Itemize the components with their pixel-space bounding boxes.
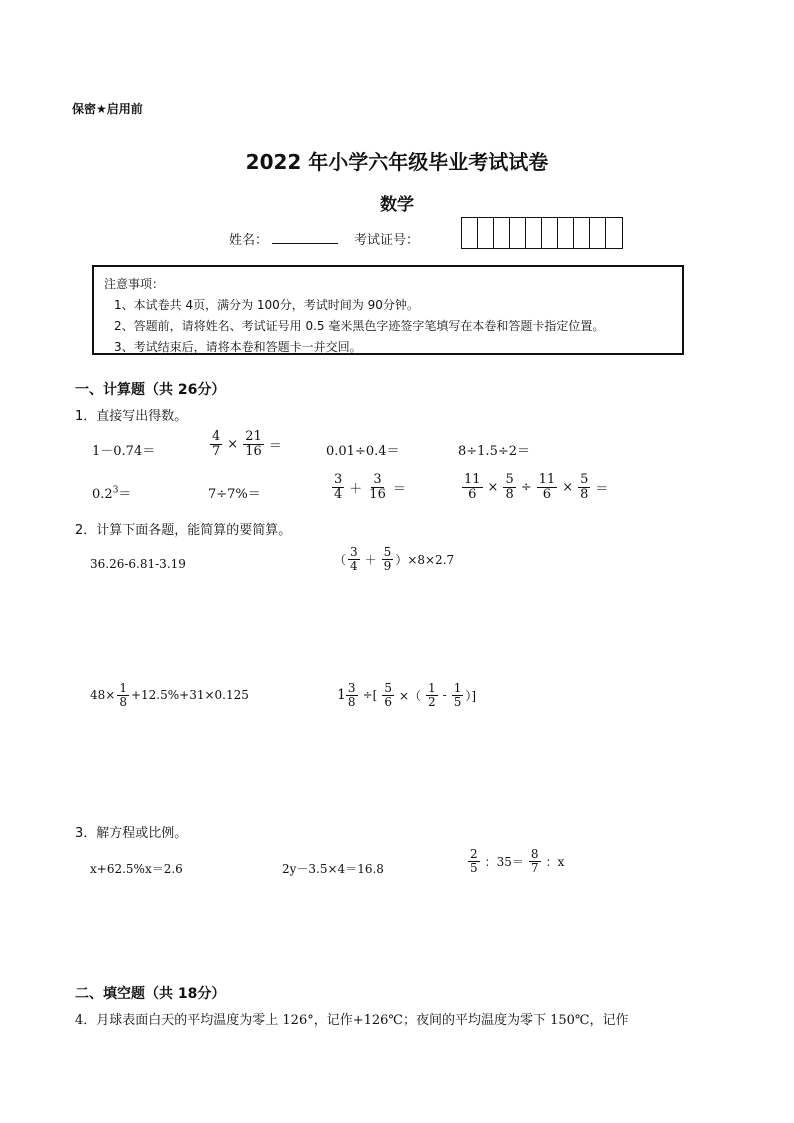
q1-r2c1: $0.2^3=$	[92, 485, 132, 502]
fraction: $\frac{3}{4}$	[350, 545, 358, 573]
fraction: $\frac{1}{5}$	[453, 681, 462, 709]
question-3-label: 3．解方程或比例。	[75, 826, 188, 841]
name-blank[interactable]	[272, 229, 338, 244]
exam-id-cell[interactable]	[462, 218, 478, 248]
notice-heading: 注意事项：	[104, 277, 165, 291]
fraction: $\frac{3}{8}$	[347, 681, 356, 709]
fraction: $\frac{5}{8}$	[505, 472, 514, 502]
q3-eq-3: $\frac{2}{5}$ ：35＝ $\frac{8}{7}$ ：x	[470, 847, 565, 875]
section-2-title: 二、填空题（共 18分）	[75, 986, 226, 1002]
exam-id-cell[interactable]	[558, 218, 574, 248]
q1-item: $\frac{4}{7}$ × $\frac{21}{16}$ ＝	[212, 429, 282, 459]
exam-id-cell[interactable]	[574, 218, 590, 248]
fraction: $\frac{4}{7}$	[212, 429, 221, 459]
exam-id-boxes[interactable]	[461, 217, 623, 249]
fraction: $\frac{11}{6}$	[464, 472, 481, 502]
question-4-text: 4．月球表面白天的平均温度为零上 126°，记作+126℃；夜间的平均温度为零下 150℃，记作	[75, 1013, 629, 1028]
notice-item: 3、考试结束后，请将本卷和答题卡一并交回。	[114, 340, 362, 354]
q1-item: $\frac{3}{4}$ ＋ $\frac{3}{16}$ ＝	[334, 472, 406, 502]
notice-item: 1、本试卷共 4页，满分为 100分，考试时间为 90分钟。	[114, 298, 419, 312]
exam-id-cell[interactable]	[606, 218, 622, 248]
fraction: $\frac{3}{4}$	[334, 472, 343, 502]
q3-eq-1: x+62.5%x＝2.6	[90, 862, 183, 876]
q1-r2c2: 7÷7%＝	[208, 487, 261, 502]
fraction: $\frac{5}{9}$	[383, 545, 392, 573]
q1-item: $\frac{11}{6}$ × $\frac{5}{8}$ ÷ $\frac{11}{6}$ × $\frac{5}{8}$ ＝	[464, 472, 609, 502]
exam-id-cell[interactable]	[542, 218, 558, 248]
exam-id-label: 考试证号：	[354, 233, 420, 248]
fraction: $\frac{11}{6}$	[538, 472, 556, 502]
name-label: 姓名：	[229, 233, 269, 248]
subject-title: 数学	[380, 195, 414, 215]
q1-r1c4: 8÷1.5÷2＝	[458, 444, 531, 459]
name-field[interactable]	[229, 229, 342, 248]
fraction: $\frac{21}{16}$	[245, 429, 262, 459]
q2-expr-2: （ $\frac{3}{4}$ ＋ $\frac{5}{9}$ ）×8×2.7	[334, 545, 455, 573]
confidential-label: 保密★启用前	[72, 102, 143, 116]
question-2-label: 2．计算下面各题，能简算的要简算。	[75, 523, 292, 538]
q2-expr-1: 36.26-6.81-3.19	[90, 557, 186, 571]
fraction: $\frac{3}{16}$	[369, 472, 386, 502]
q3-eq-2: 2y－3.5×4＝16.8	[282, 862, 384, 876]
fraction: $\frac{1}{2}$	[428, 681, 436, 709]
section-1-title: 一、计算题（共 26分）	[75, 382, 226, 398]
page-title: 2022 年小学六年级毕业考试试卷	[245, 150, 549, 174]
fraction: $\frac{8}{7}$	[530, 847, 539, 875]
notice-item: 2、答题前，请将姓名、考试证号用 0.5 毫米黑色字迹签字笔填写在本卷和答题卡指定位置。	[114, 319, 605, 333]
fraction: $\frac{5}{8}$	[580, 472, 589, 502]
q2-expr-3: 48× $\frac{1}{8}$ +12.5%+31×0.125	[90, 681, 249, 709]
exam-id-cell[interactable]	[494, 218, 510, 248]
exam-id-cell[interactable]	[478, 218, 494, 248]
q1-item	[92, 440, 155, 459]
fraction: $\frac{5}{6}$	[384, 681, 392, 709]
q1-r1c3: 0.01÷0.4＝	[326, 444, 400, 459]
q2-expr-4: 1 $\frac{3}{8}$ ÷[ $\frac{5}{6}$ ×（ $\frac{1}{2}$ - $\frac{1}{5}$ ）]	[337, 681, 477, 709]
q1-r1c1: 1－0.74＝	[92, 444, 156, 459]
exam-id-cell[interactable]	[526, 218, 542, 248]
exam-id-cell[interactable]	[590, 218, 606, 248]
exam-id-cell[interactable]	[510, 218, 526, 248]
fraction: $\frac{2}{5}$	[470, 847, 478, 875]
question-1-label: 1．直接写出得数。	[75, 409, 188, 424]
fraction: $\frac{1}{8}$	[119, 681, 127, 709]
